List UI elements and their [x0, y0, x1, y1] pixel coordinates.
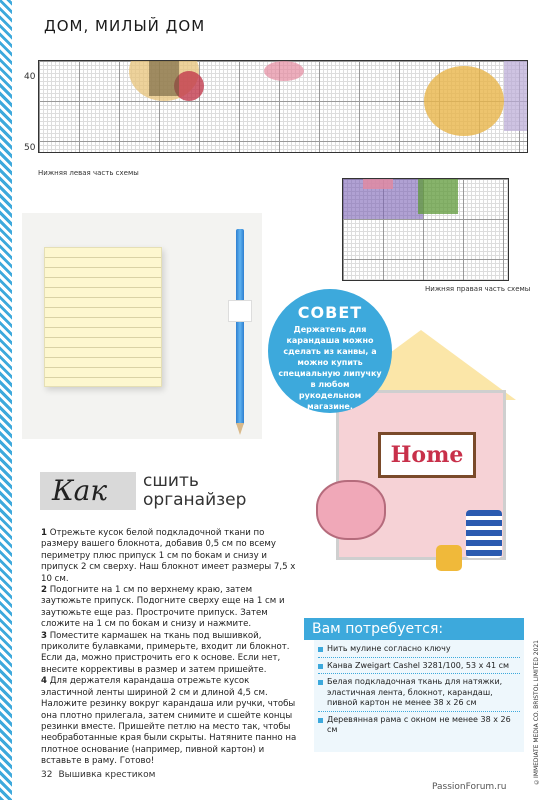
materials-box — [304, 618, 524, 752]
materials-item: Канва Zweigart Cashel 3281/100, 53 x 41 см — [318, 661, 520, 672]
lavender-motif — [504, 61, 528, 131]
teapot-image — [316, 480, 386, 540]
copyright-notice: ©IMMEDIATE MEDIA CO. BRISTOL LIMITED 2021 — [533, 640, 540, 785]
page-footer — [41, 770, 155, 780]
chart-row-label-40: 40 — [24, 72, 36, 82]
leaf-motif — [418, 179, 458, 214]
step-1: 1 Отрежьте кусок белой подкладочной ткани по размеру вашего блокнота, добавив 0,5 см по всему периметру плюс припуск 1 см по бокам и снизу и припуск 2 см сверху. Наш блокнот имеет размеры 7,5 х 10 см. — [41, 528, 296, 584]
vase-image — [466, 510, 502, 558]
materials-item: Деревянная рама с окном не менее 38 x 26 см — [318, 715, 520, 736]
tip-text: Держатель для карандаша можно сделать из канвы, а можно купить специальную липучку в любом рукодельном магазине. — [278, 325, 382, 411]
page-number: 32 — [41, 770, 53, 780]
left-chart-caption: Нижняя левая часть схемы — [38, 169, 139, 177]
watermark: PassionForum.ru — [432, 782, 507, 792]
instructions — [41, 528, 301, 768]
tip-title: СОВЕТ — [297, 303, 363, 322]
honey-jar-image — [436, 545, 462, 571]
divider — [318, 711, 520, 712]
tip-badge — [268, 289, 392, 413]
pencil-image — [236, 229, 244, 425]
magazine-name: Вышивка крестиком — [58, 770, 156, 780]
decorative-side-stripe — [0, 0, 12, 800]
step-2: 2 Подогните на 1 см по верхнему краю, затем заутюжьте припуск. Подогните сверху еще на 1 см и заутюжьте еще раз. Прострочите припуск. Затем сложите на 1 см по бокам и снизу и нажмите. — [41, 585, 285, 630]
step-3: 3 Поместите кармашек на ткань под вышивкой, приколите булавками, примерьте, входит ли блокнот. Если да, можно пристрочить его к основе. Если нет, внесите коррективы в размер и затем пришейте. — [41, 630, 290, 675]
elastic-band-image — [228, 300, 252, 322]
step-4: 4 Для держателя карандаша отрежьте кусок эластичной ленты шириной 2 см и длиной 4,5 см. Наложите резинку вокруг карандаша или ручки, чтобы она плотно прилегала, затем снимите и сшейте концы резинки вместе. Пришейте петлю на место так, чтобы необработанные края были скрыты. Натяните панно на плотное основание (например, пивной картон) и вставьте в раму. Готово! — [41, 676, 297, 767]
notepad-image — [44, 247, 162, 387]
cross-stitch-chart-right — [342, 178, 509, 281]
heading-line1: сшить — [143, 471, 199, 491]
heading-line2: органайзер — [143, 490, 247, 510]
materials-item: Белая подкладочная ткань для натяжки, эластичная лента, блокнот, карандаш, пивной картон не менее 38 x 26 см — [318, 677, 520, 709]
section-title: ДОМ, МИЛЫЙ ДОМ — [44, 17, 206, 35]
chart-row-label-50: 50 — [24, 143, 36, 153]
pot-motif — [424, 66, 504, 136]
materials-item: Нить мулине согласно ключу — [318, 644, 520, 655]
home-sign: Home — [378, 432, 476, 478]
pink-motif — [264, 61, 304, 81]
divider — [318, 657, 520, 658]
cross-stitch-chart-left — [38, 60, 528, 153]
heading-kak: Как — [52, 474, 108, 507]
materials-list — [314, 640, 524, 752]
right-chart-caption: Нижняя правая часть схемы — [425, 285, 531, 293]
pencil-tip-image — [236, 423, 244, 435]
divider — [318, 673, 520, 674]
accent-motif — [363, 179, 393, 189]
materials-title: Вам потребуется: — [304, 618, 524, 640]
leaf-motif — [149, 61, 179, 96]
